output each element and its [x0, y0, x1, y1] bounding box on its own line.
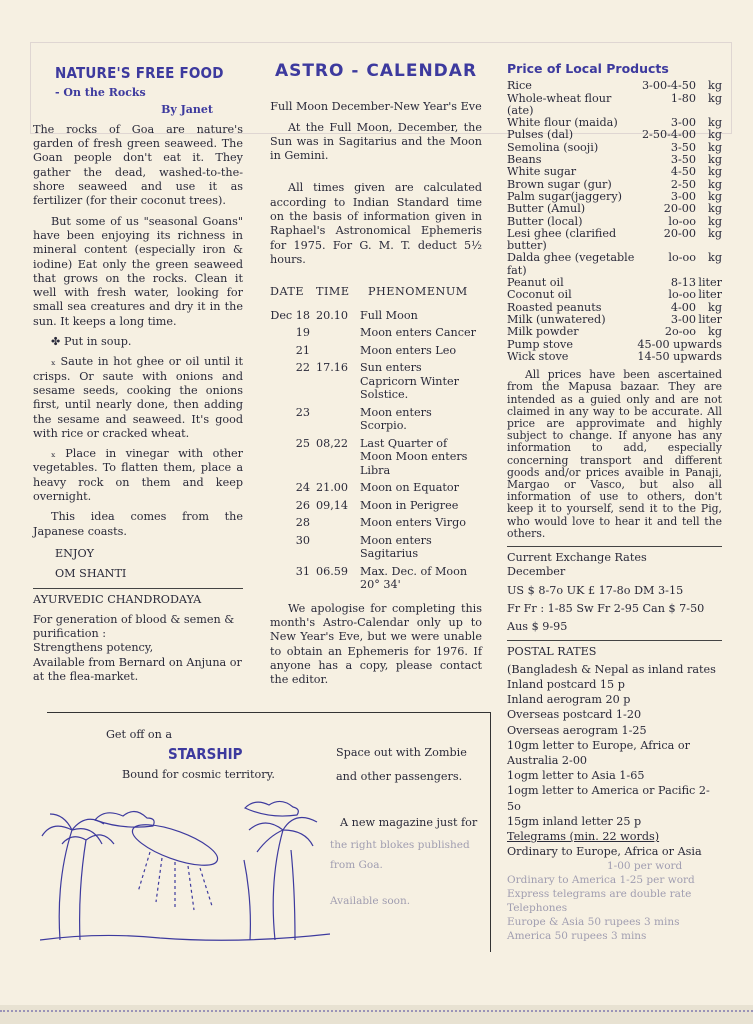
header-phenomenum: PHENOMENUM: [368, 285, 468, 299]
table-row: 19 Moon enters Cancer: [295, 326, 476, 340]
bullet-icon: ₓ: [51, 355, 61, 369]
bullet-icon: ₓ: [51, 447, 66, 461]
starship-title: STARSHIP: [168, 745, 243, 763]
palm-tree-icon: [59, 830, 72, 940]
table-row: Milk powder 2o-oo kg: [507, 325, 722, 339]
ayurvedic-line: Available from Bernard on Anjuna or at the flea-market.: [33, 655, 242, 683]
postal-faded: 1-00 per word Ordinary to America 1-25 per word Express telegrams are double rate Telephones Europe & Asia 50 rupees 3 mins America 50 rupees 3 mins: [507, 860, 695, 943]
header-date: DATE: [270, 285, 305, 299]
postal-line: Inland aerogram 20 p: [507, 693, 631, 707]
postal-line: 1ogm letter to America or Pacific 2-5o: [507, 784, 710, 813]
astro-subtitle: Full Moon December-New Year's Eve: [270, 100, 482, 114]
enjoy-text: ENJOY: [55, 546, 94, 560]
postal-line: Inland postcard 15 p: [507, 677, 625, 691]
ad-line: and other passengers.: [336, 770, 463, 783]
divider: [507, 546, 722, 547]
table-row: White flour (maida) 3-00 kg: [507, 116, 722, 130]
table-row: Dec 18 20.10 Full Moon: [270, 308, 418, 322]
table-row: 25 08,22 Last Quarter of Moon Moon enters Libra: [295, 436, 468, 477]
table-row: Pump stove 45-00 upwards: [507, 337, 722, 351]
exchange-month: December: [507, 565, 566, 579]
table-row: Coconut oil lo-oo liter: [507, 288, 722, 302]
table-row: Dalda ghee (vegetable fat) lo-oo kg: [507, 251, 722, 277]
nature-subtitle: - On the Rocks: [55, 86, 146, 100]
table-row: Lesi ghee (clarified butter) 20-00 kg: [507, 226, 722, 253]
nature-para: But some of us "seasonal Goans" have been enjoying its richness in mineral content (especially iron & iodine) Eat only the green seaweed that grows on the rocks. Clean it well with fresh water, looking for small sea creatures and dry it in the sun. It keeps a long time.: [33, 214, 243, 328]
om-shanti-text: OM SHANTI: [55, 567, 127, 581]
exchange-line: Fr Fr : 1-85 Sw Fr 2-95 Can $ 7-50: [507, 601, 705, 615]
table-row: Semolina (sooji) 3-50 kg: [507, 140, 722, 154]
table-header: [270, 285, 482, 309]
ad-line: A new magazine just for: [340, 816, 478, 829]
postal-title: POSTAL RATES: [507, 645, 597, 659]
ad-faded: the right blokes published from Goa. Available soon.: [330, 839, 470, 907]
column-middle: [270, 61, 482, 694]
table-row: Peanut oil 8-13 liter: [507, 276, 722, 290]
postal-line: 1ogm letter to Asia 1-65: [507, 769, 645, 783]
table-row: 21 Moon enters Leo: [295, 343, 457, 357]
prices-note: All prices have been ascertained from the Mapusa bazaar. They are intended as a guied only and are not claimed in any way to be accurate. All price are approvimate and highly subject to change. If anyone has any information to add, especially concerning transport and different goods and/or prices avaible in Panaji, Margao or Vasco, but also all information of use to others, don't keep it to yourself, send it to the Pig, who would love to hear it and tell the others.: [507, 368, 722, 540]
palm-tree-icon: [273, 830, 283, 940]
nature-para: The rocks of Goa are nature's garden of fresh green seaweed. The Goan people don't eat it. They gather the dead, washed-to-the-shore seaweed and use it as fertilizer (for their coconut trees).: [33, 122, 243, 208]
exchange-line: Aus $ 9-95: [507, 620, 568, 634]
table-row: Pulses (dal) 2-50-4-00 kg: [507, 128, 722, 142]
astro-apology: We apologise for completing this month's Astro-Calendar only up to New Year's Eve, but we were unable to obtain an Ephemeris for 1976. If anyone has a copy, please contact the editor.: [270, 601, 482, 687]
table-row: Rice 3-00-4-50 kg: [507, 79, 722, 93]
exchange-title: Current Exchange Rates: [507, 550, 647, 564]
column-right: [507, 62, 722, 943]
table-row: Palm sugar(jaggery) 3-00 kg: [507, 189, 722, 203]
postal-line: (Bangladesh & Nepal as inland rates: [507, 662, 716, 676]
header-time: TIME: [316, 285, 350, 299]
table-row: Wick stove 14-50 upwards: [507, 349, 722, 363]
exchange-line: US $ 8-7o UK £ 17-8o DM 3-15: [507, 583, 684, 597]
bullet-icon: ✤: [51, 335, 64, 349]
table-row: Butter (local) lo-oo kg: [507, 214, 722, 228]
ayurvedic-line: For generation of blood & semen & purification :: [33, 612, 235, 641]
nature-para: This idea comes from the Japanese coasts.: [33, 510, 243, 538]
astro-table: [270, 285, 482, 596]
postal-line: 10gm letter to Europe, Africa or Australia 2-00: [507, 738, 690, 767]
table-row: 23 Moon enters Scorpio.: [295, 405, 432, 433]
nature-title: NATURE'S FREE FOOD: [55, 64, 224, 82]
postal-line: Overseas postcard 1-20: [507, 708, 642, 722]
table-row: Beans 3-50 kg: [507, 153, 722, 167]
table-row: Brown sugar (gur) 2-50 kg: [507, 177, 722, 191]
nature-para: ✤ Put in soup.: [51, 335, 132, 349]
ad-line: Get off on a: [106, 728, 173, 741]
postal-line: Overseas aerogram 1-25: [507, 723, 647, 737]
ayurvedic-title: AYURVEDIC CHANDRODAYA: [33, 592, 202, 606]
nature-para: ₓ Place in vinegar with other vegetables. To flatten them, place a heavy rock on them and keep overnight.: [33, 447, 243, 504]
divider: [33, 588, 243, 589]
astro-intro: All times given are calculated according to Indian Standard time on the basis of information given in Raphael's Astronomical Ephemeris for 1975. For G. M. T. deduct 5½ hours.: [270, 181, 482, 266]
ayurvedic-line: Strengthens potency,: [33, 641, 154, 655]
cloud-icon: [245, 801, 298, 816]
table-row: 28 Moon enters Virgo: [295, 516, 466, 530]
table-row: 31 06.59 Max. Dec. of Moon 20° 34': [295, 564, 468, 592]
postal-line: Ordinary to Europe, Africa or Asia: [507, 845, 702, 859]
table-row: 26 09,14 Moon in Perigree: [295, 498, 459, 512]
perforation-edge: [0, 1010, 753, 1018]
ad-border-right: [490, 712, 491, 952]
postal-line: Telegrams (min. 22 words): [507, 829, 660, 843]
ad-border-top: [47, 712, 490, 713]
ad-line: Bound for cosmic territory.: [122, 768, 275, 781]
nature-byline: By Janet: [161, 102, 213, 116]
postal-list: [507, 662, 722, 860]
table-row: Butter (Amul) 20-00 kg: [507, 202, 722, 216]
nature-para: ₓ Saute in hot ghee or oil until it crisps. Or saute with onions and sesame seeds, cooking the onions first, until nearly done, then adding the sesame and seaweed. It's good with rice or cracked wheat.: [33, 355, 243, 440]
table-row: Milk (unwatered) 3-00 liter: [507, 312, 722, 326]
table-row: Roasted peanuts 4-00 kg: [507, 300, 722, 314]
ad-line: Space out with Zombie: [336, 746, 467, 759]
column-left: [33, 66, 243, 684]
astro-title: ASTRO - CALENDAR: [274, 61, 478, 81]
prices-title: Price of Local Products: [507, 61, 669, 76]
table-row: 30 Moon enters Sagitarius: [295, 533, 432, 561]
astro-intro: At the Full Moon, December, the Sun was in Sagitarius and the Moon in Gemini.: [270, 120, 482, 163]
divider: [507, 640, 722, 641]
prices-table: [507, 80, 722, 363]
table-row: White sugar 4-50 kg: [507, 165, 722, 179]
postal-line: 15gm inland letter 25 p: [507, 814, 642, 828]
table-row: Whole-wheat flour (ate) 1-80 kg: [507, 91, 722, 117]
starship-illustration: [40, 790, 330, 950]
table-row: 22 17.16 Sun enters Capricorn Winter Solstice.: [295, 361, 459, 402]
table-row: 24 21.00 Moon on Equator: [295, 481, 459, 495]
